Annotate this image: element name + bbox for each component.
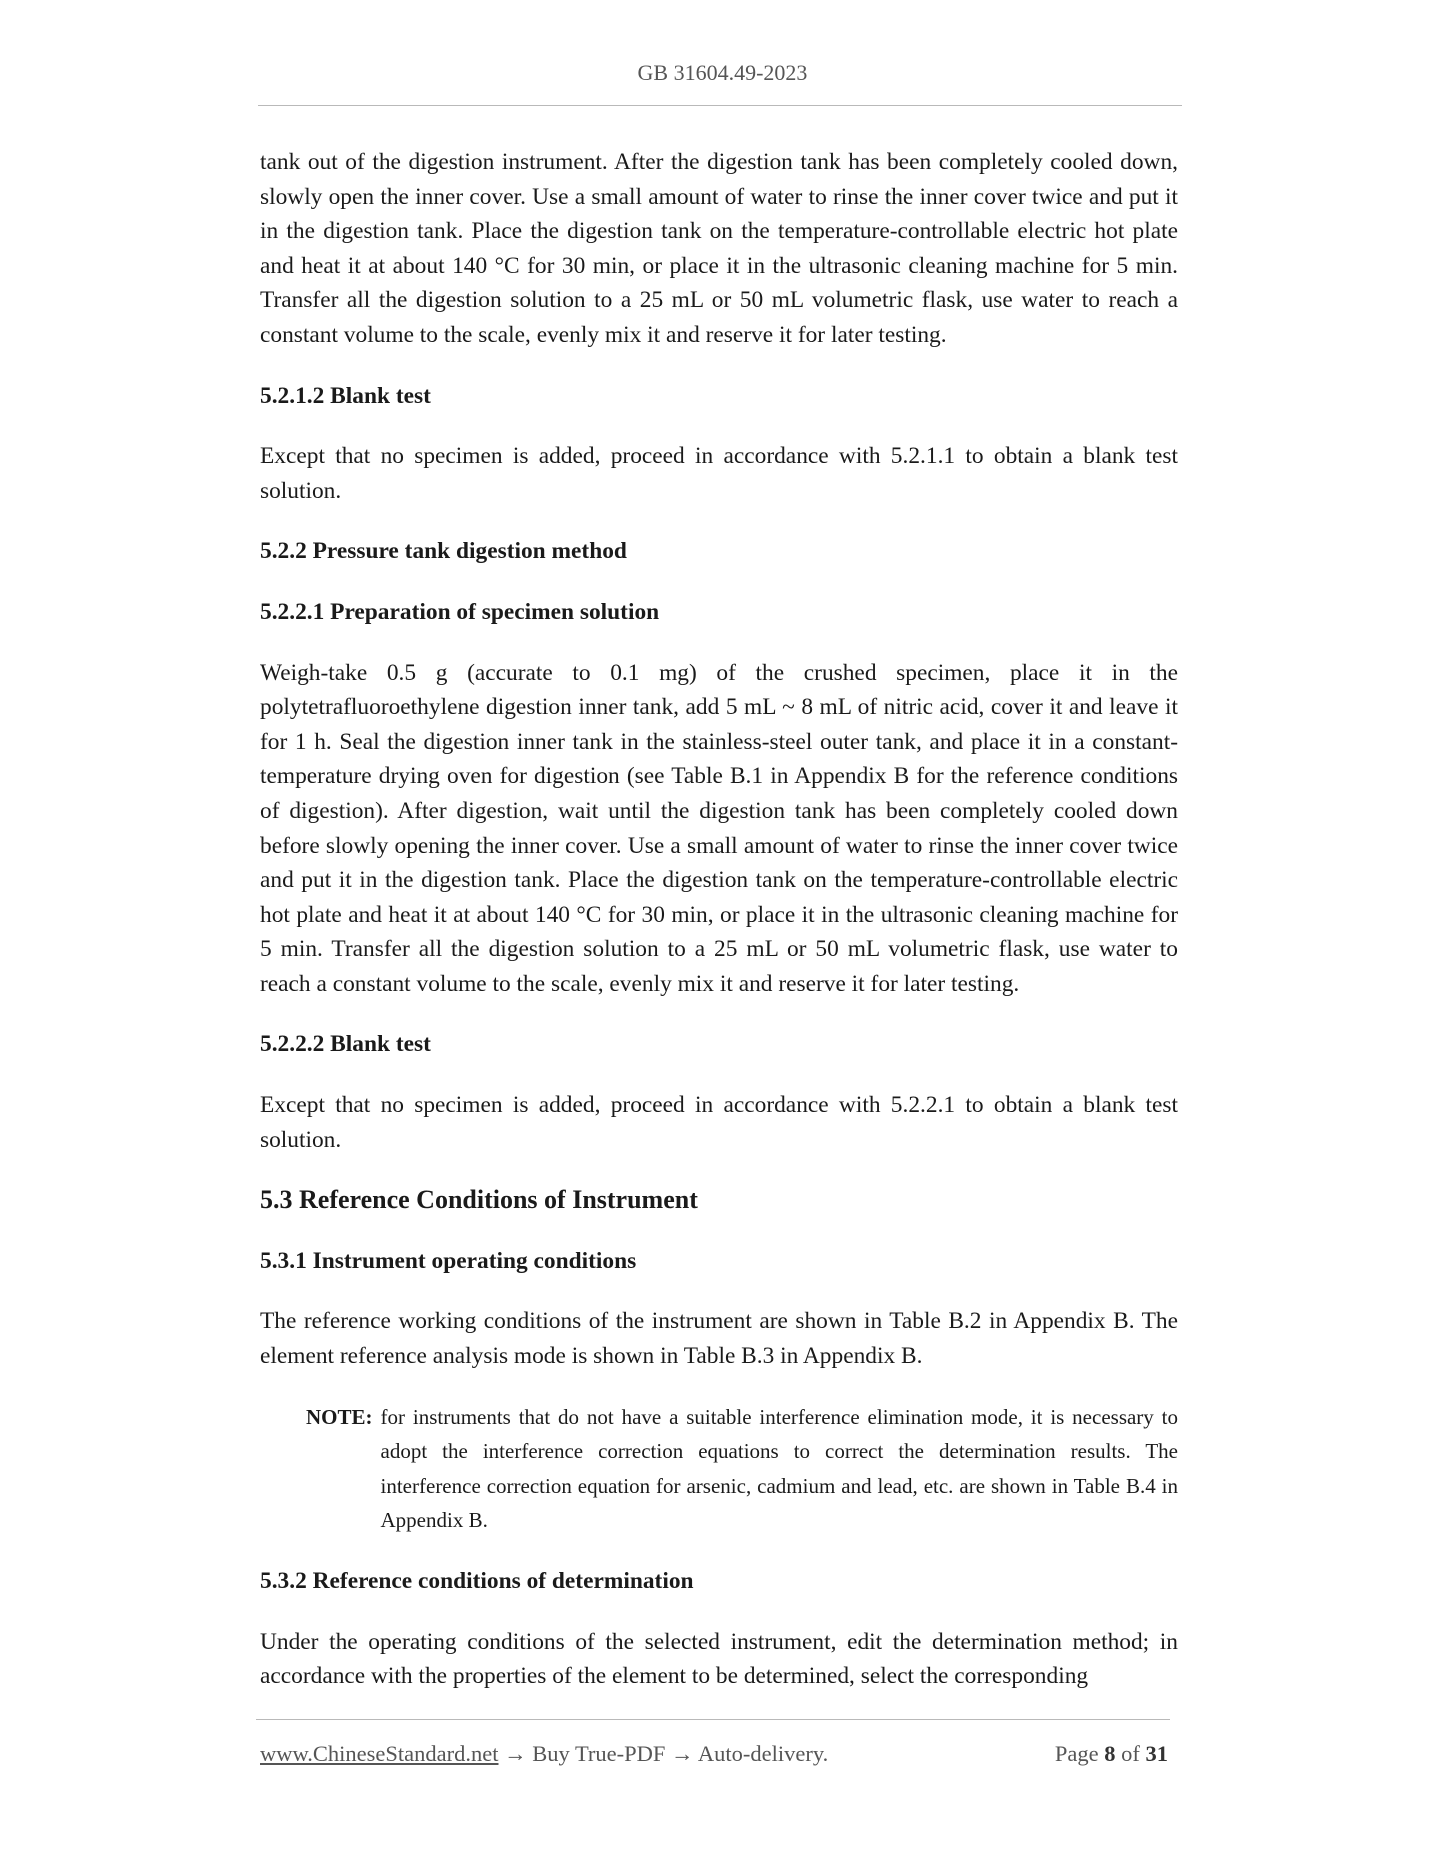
footer-tagline: → Buy True-PDF → Auto-delivery. — [504, 1741, 829, 1766]
site-link[interactable]: www.ChineseStandard.net — [260, 1741, 499, 1766]
page-word: Page — [1054, 1741, 1099, 1766]
of-word: of — [1121, 1741, 1140, 1766]
heading-5-3: 5.3 Reference Conditions of Instrument — [260, 1185, 698, 1215]
heading-5-2-2-1: 5.2.2.1 Preparation of specimen solution — [260, 598, 660, 625]
footer-divider — [256, 1719, 1170, 1720]
page-indicator — [1055, 1741, 1168, 1767]
document-body — [260, 145, 1178, 1720]
note-block — [306, 1400, 1178, 1538]
heading-5-2-1-2: 5.2.1.2 Blank test — [260, 382, 431, 409]
paragraph-digestion-continued: tank out of the digestion instrument. After the digestion tank has been completely cooled down, slowly open the inner cover. Use a small amount of water to rinse the inner cover twice and put it in the digestion tank. Place the digestion tank on the temperature-controllable electric hot plate and heat it at about 140 °C for 30 min, or place it in the ultrasonic cleaning machine for 5 min. Transfer all the digestion solution to a 25 mL or 50 mL volumetric flask, use water to reach a constant volume to the scale, evenly mix it and reserve it for later testing. — [260, 149, 1178, 348]
header-divider — [258, 105, 1182, 106]
note-text: for instruments that do not have a suitable interference elimination mode, it is necessary to adopt the interference correction equations to correct the determination results. The interference correction equation for arsenic, cadmium and lead, etc. are shown in Table B.4 in Appendix B. — [380, 1404, 1178, 1533]
paragraph-operating-conditions: The reference working conditions of the instrument are shown in Table B.2 in Appendix B. The element reference analysis mode is shown in Table B.3 in Appendix B. — [260, 1308, 1178, 1370]
paragraph-determination-conditions: Under the operating conditions of the selected instrument, edit the determination method; in accordance with the properties of the element to be determined, select the corresponding — [260, 1628, 1178, 1690]
footer-left — [260, 1741, 828, 1767]
note-label: NOTE: — [306, 1404, 373, 1429]
document-header-code: GB 31604.49-2023 — [637, 60, 808, 85]
page-footer — [260, 1741, 1168, 1767]
heading-5-2-2-2: 5.2.2.2 Blank test — [260, 1031, 431, 1058]
page-current: 8 — [1104, 1741, 1116, 1766]
paragraph-blank-test-1: Except that no specimen is added, proceed in accordance with 5.2.1.1 to obtain a blank test solution. — [260, 443, 1178, 504]
page-total: 31 — [1145, 1741, 1168, 1766]
paragraph-specimen-preparation: Weigh-take 0.5 g (accurate to 0.1 mg) of the crushed specimen, place it in the polytetrafluoroethylene digestion inner tank, add 5 mL ~ 8 mL of nitric acid, cover it and leave it for 1 h. Seal the digestion inner tank in the stainless-steel outer tank, and place it in a constant-temperature drying oven for digestion (see Table B.1 in Appendix B for the reference conditions of digestion). After digestion, wait until the digestion tank has been completely cooled down before slowly opening the inner cover. Use a small amount of water to rinse the inner cover twice and put it in the digestion tank. Place the digestion tank on the temperature-controllable electric hot plate and heat it at about 140 °C for 30 min, or place it in the ultrasonic cleaning machine for 5 min. Transfer all the digestion solution to a 25 mL or 50 mL volumetric flask, use water to reach a constant volume to the scale, evenly mix it and reserve it for later testing. — [260, 659, 1178, 997]
heading-5-2-2: 5.2.2 Pressure tank digestion method — [260, 538, 627, 565]
heading-5-3-1: 5.3.1 Instrument operating conditions — [260, 1247, 637, 1274]
paragraph-blank-test-2: Except that no specimen is added, proceed in accordance with 5.2.2.1 to obtain a blank test solution. — [260, 1092, 1178, 1153]
heading-5-3-2: 5.3.2 Reference conditions of determination — [260, 1568, 694, 1594]
